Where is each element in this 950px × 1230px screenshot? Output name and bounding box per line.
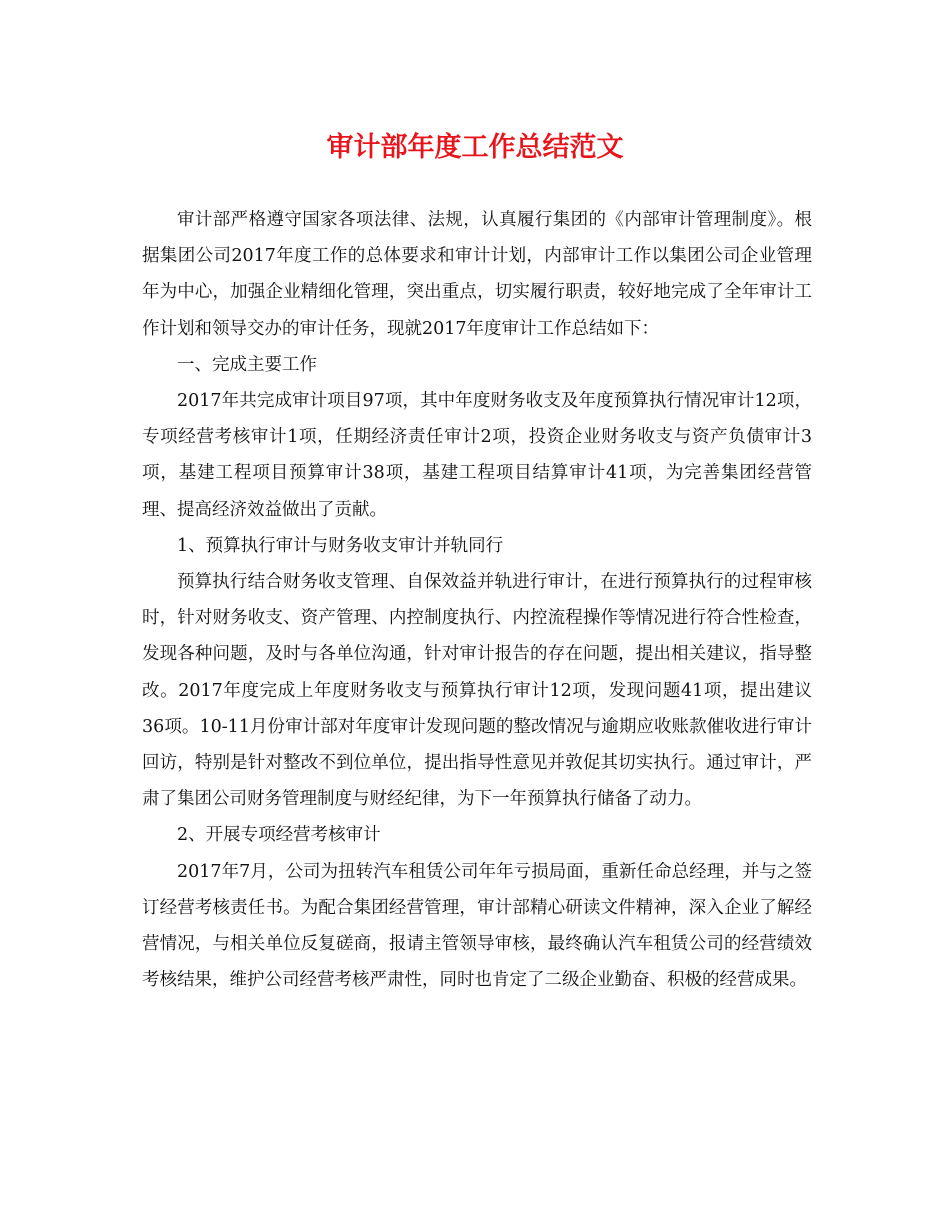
paragraph-intro: 审计部严格遵守国家各项法律、法规，认真履行集团的《内部审计管理制度》。根据集团公司2017年度工作的总体要求和审计计划，内部审计工作以集团公司企业管理年为中心，加强企业精细化管理，突出重点，切实履行职责，较好地完成了全年审计工作计划和领导交办的审计任务，现就2017年度审计工作总结如下： [142,210,812,339]
document-body [142,202,812,998]
heading-main-work: 一、完成主要工作 [177,354,317,375]
paragraph-main-work: 2017年共完成审计项目97项，其中年度财务收支及年度预算执行情况审计12项，专项经营考核审计1项，任期经济责任审计2项，投资企业财务收支与资产负债审计3项，基建工程项目预算审计38项，基建工程项目结算审计41项，为完善集团经营管理、提高经济效益做出了贡献。 [142,391,812,520]
document-title: 审计部年度工作总结范文 [326,132,624,163]
heading-special-audit: 2、开展专项经营考核审计 [177,825,381,846]
paragraph-budget-audit: 预算执行结合财务收支管理、自保效益并轨进行审计，在进行预算执行的过程审核时，针对财务收支、资产管理、内控制度执行、内控流程操作等情况进行符合性检查，发现各种问题，及时与各单位沟通，针对审计报告的存在问题，提出相关建议，指导整改。2017年度完成上年度财务收支与预算执行审计12项，发现问题41项，提出建议36项。10-11月份审计部对年度审计发现问题的整改情况与逾期应收账款催收进行审计回访，特别是针对整改不到位单位，提出指导性意见并敦促其切实执行。通过审计，严肃了集团公司财务管理制度与财经纪律，为下一年预算执行储备了动力。 [142,572,812,810]
heading-budget-audit: 1、预算执行审计与财务收支审计并轨同行 [177,535,504,556]
paragraph-special-audit: 2017年7月，公司为扭转汽车租赁公司年年亏损局面，重新任命总经理，并与之签订经营考核责任书。为配合集团经营管理，审计部精心研读文件精神，深入企业了解经营情况，与相关单位反复磋商，报请主管领导审核，最终确认汽车租赁公司的经营绩效考核结果，维护公司经营考核严肃性，同时也肯定了二级企业勤奋、积极的经营成果。 [142,861,812,991]
